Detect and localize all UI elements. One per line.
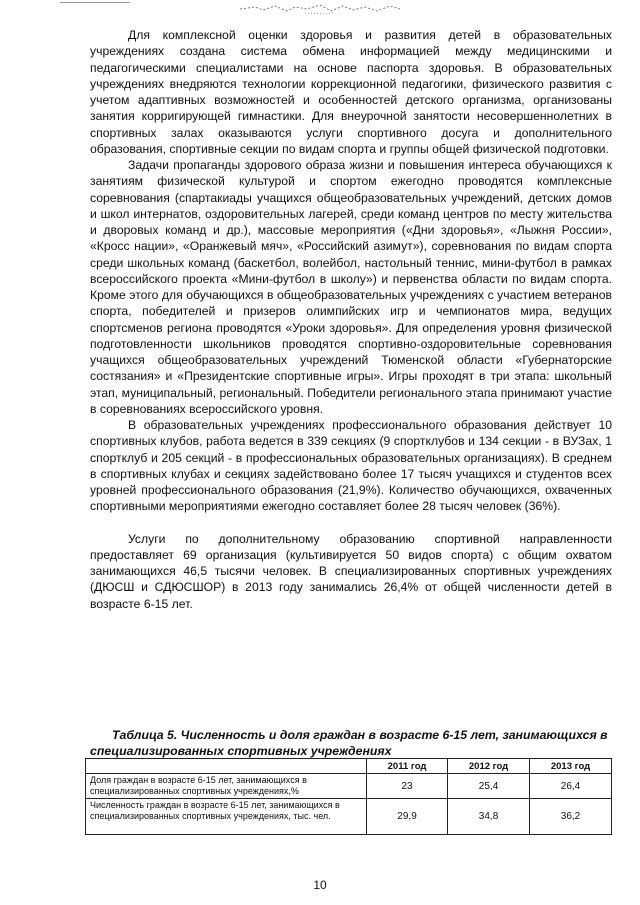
paragraph: Задачи пропаганды здорового образа жизни и повышения интереса обучающихся к занятиям физической культурой и спортом ежегодно проводятся комплексные соревнования (спартакиады учащихся общеобразовательных учреждений, детских домов и школ интернатов, оздоровительных лагерей, среди команд центров по месту жительства и дворовых команд и др.), массовые мероприятия («Дни здоровья», «Лыжня России», «Кросс нации», «Оранжевый мяч», «Российский азимут»), соревнования по видам спорта среди школьных команд (баскетбол, волейбол, настольный теннис, мини-футбол в рамках всероссийского проекта «Мини-футбол в школу») и первенства области по видам спорта. Кроме этого для обучающихся в общеобразовательных учреждениях с участием ветеранов спорта, победителей и призеров олимпийских игр и чемпионатов мира, ведущих спортсменов региона проводятся «Уроки здоровья». Для определения уровня физической подготовленности школьников проводятся спортивно-оздоровительные соревнования учащихся общеобразовательных учреждений Тюменской области «Губернаторские состязания» и «Президентские спортивные игры». Игры проходят в три этапа: школьный этап, муниципальный, региональный. Победители регионального этапа принимают участие в соревнованиях всероссийского уровня.: [90, 158, 612, 416]
paragraph: Услуги по дополнительному образованию спортивной направленности предоставляет 69 организация (культивируется 50 видов спорта) с общим охватом занимающихся 46,5 тысячи человек. В специализированных спортивных учреждениях (ДЮСШ и СДЮСШОР) в 2013 году занимались 26,4% от общей численности детей в возрасте 6-15 лет.: [90, 531, 612, 611]
table-header-row: [86, 759, 612, 774]
table-cell: 26,4: [530, 774, 612, 799]
table-cell: 36,2: [530, 799, 612, 835]
scan-noise-mark: [235, 2, 405, 16]
paragraph: Для комплексной оценки здоровья и развития детей в образовательных учреждениях создана система обмена информацией между медицинскими и педагогическими специалистами на основе паспорта здоровья. В образовательных учреждениях внедряются технологии коррекционной педагогики, физического развития с учетом адаптивных возможностей и особенностей детского организма, организованы занятия корригирующей гимнастики. Для внеурочной занятости несовершеннолетних в спортивных залах оказываются услуги спортивного досуга и дополнительного образования, спортивные секции по видам спорта и группы общей физической подготовки.: [90, 28, 612, 156]
header-cell: [86, 759, 367, 774]
body-text: [90, 27, 612, 612]
row-label: Доля граждан в возрасте 6-15 лет, занимающихся в специализированных спортивных учреждениях,%: [86, 774, 367, 799]
table-cell: 34,8: [448, 799, 530, 835]
page-number: 10: [313, 878, 327, 892]
table-row: [86, 799, 612, 835]
header-cell: 2013 год: [530, 759, 612, 774]
table-cell: 29,9: [367, 799, 448, 835]
header-cell: 2011 год: [367, 759, 448, 774]
table-cell: 25,4: [448, 774, 530, 799]
stats-table: [85, 758, 612, 835]
table-row: [86, 774, 612, 799]
table-cell: 23: [367, 774, 448, 799]
top-rule: [60, 2, 130, 3]
paragraph: В образовательных учреждениях профессионального образования действует 10 спортивных клубов, работа ведется в 339 секциях (9 спортклубов и 134 секции - в ВУЗах, 1 спортклуб и 205 секций - в профессиональных образовательных организациях). В среднем в спортивных клубах и секциях задействовано более 17 тысяч учащихся и студентов всех уровней профессионального образования (21,9%). Количество обучающихся, охваченных спортивными мероприятиями ежегодно составляет более 28 тысяч человек (36%).: [90, 418, 612, 514]
row-label: Численность граждан в возрасте 6-15 лет, занимающихся в специализированных спортивных учреждениях, тыс. чел.: [86, 799, 367, 835]
table-caption: Таблица 5. Численность и доля граждан в возрасте 6-15 лет, занимающихся в специализированных спортивных учреждениях: [90, 728, 608, 758]
header-cell: 2012 год: [448, 759, 530, 774]
